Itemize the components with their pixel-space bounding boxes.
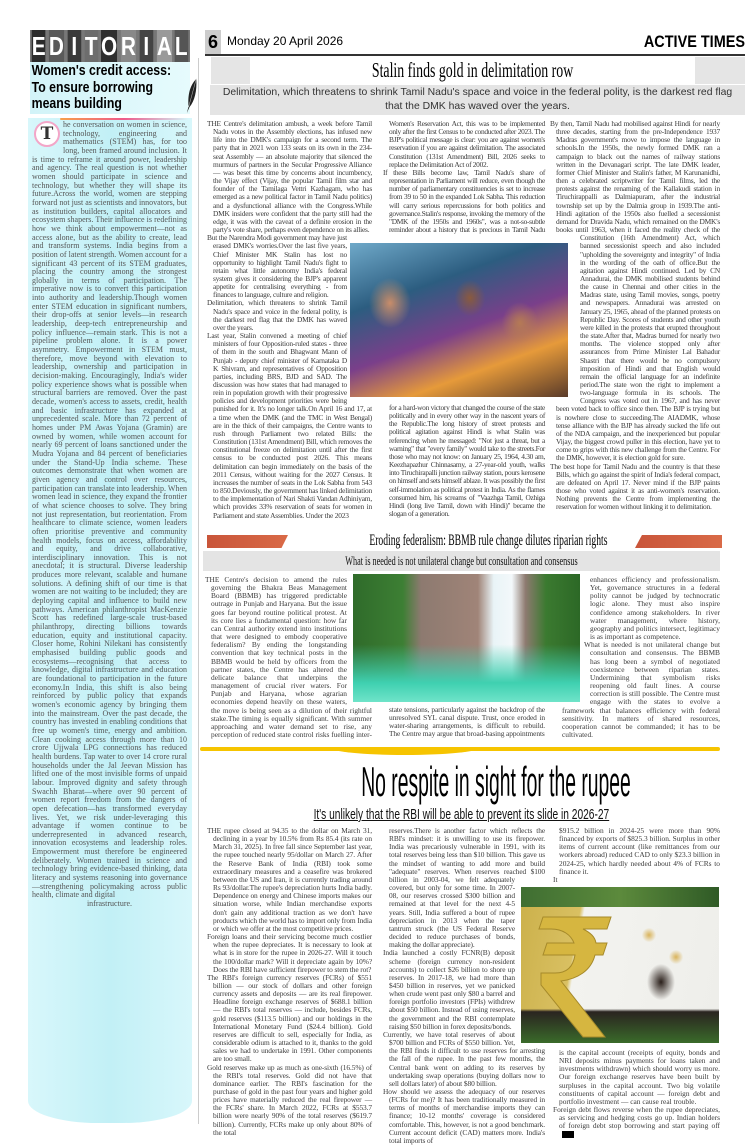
logo-letter: D [49,31,65,61]
editorial-logo [30,30,190,62]
rupee-symbol-icon [521,887,719,1043]
stalin-column-1 [207,120,372,520]
rupee-column-1 [207,827,372,1137]
stalin-column-3 [550,120,720,512]
logo-letter: R [121,31,137,61]
masthead: ACTIVE TIMES [643,32,745,51]
bbmb-headline [290,532,635,550]
paragraph: $915.2 billion in 2024-25 were more than 90% financed by exports of $825.3 billion. Surplus in other items of current account (like remittances from our workers abroad) reduced CAD to only $23.3 billion in 2024-25, which hardly needed about 4% of FCRs to finance it. [559,826,720,876]
rupee-subhead [203,805,720,825]
bhakra-dam-photo [353,574,580,702]
paragraph: Gold reserves make up as much as one-sixth (16.5%) of the RBI's total reserves. Gold did not have that dominance earlier. The RBI's fascination for the purchase of gold in the past four years and higher gold prices have materially reduced the real firepower — the FCRs' share. In March 2022, FCRs at $553.7 billion were nearly 90% of the total reserves ($619.7 billion). Currently, FCRs make up only about 80% of the total [207,1062,372,1137]
paragraph: THE Centre's decision to amend the rules governing the Bhakra Beas Management Board (BBMB) has triggered predictable outrage in Punjab and Haryana. But the issue goes far beyond routine political protest. At its core lies a fundamental question: how far can Central authority extend into institutions that were designed to embody cooperative federalism? By ending the longstanding convention that key technical posts in the BBMB would be held by officers from the partner states, the Centre has altered the delicate balance that underpins the management of crucial river waters. For Punjab and Haryana, whose agrarian economies depend heavily on these waters, the move is being seen as a dilution of their rightful stake.The timing is equally significant. With summer approaching and water demand set to rise, any perception of reduced state control risks fuelling inter- [205,575,372,739]
stalin-headline [250,57,695,84]
headline-side-box [695,57,745,84]
editorial-body-text: he conversation on women in science, technology, engineering and mathematics (STEM) has, for too long, been framed around inclusion. It is time to reframe it around power, leadership and agency. The real question is not whether women should participate in science and technology, but whether they will shape its future.Across the world, women are stepping forward not just as scientists and innovators, but as institution builders, capital allocators and ecosystem shapers. Their influence is redefining how we think about empowerment—not as access alone, but as the ability to create, lead and transform systems. India begins from a position of latent strength. Women account for a significant 43 percent of its STEM graduates, placing the country among the strongest globally in terms of participation. The imperative now is to convert this participation into authority and leadership.Though women enter STEM education in significant numbers, their drop-offs at senior levels—in research leadership, deep-tech entrepreneurship and policy influence—remain stark. This is not a pipeline problem alone. It is a power asymmetry. Empowerment in STEM must, therefore, move beyond with elevation to leadership, ownership and participation in decision-making. Encouragingly, India's wider policy experience shows what is possible when structural barriers are removed. Over the past decade, women's access to assets, credit, health and basic infrastructure has expanded at unprecedented scale. More than 72 percent of homes under PM Awas Yojana (Gramin) are owned by women, while women account for nearly 69 percent of loans sanctioned under the Mudra Yojana and 84 percent of beneficiaries under the Stand-Up India scheme. These outcomes demonstrate that when women are given agency and control over resources, participation can translate into leadership. When women lead in science, they expand the frontier of what science chooses to solve. They bring not just representation, but reorientation. From healthcare to climate science, women leaders often prioritise preventive and community health models, focus on access, affordability and equity, and drive collaborative, interdisciplinary innovation. This is not anecdotal; it is structural. Diverse leadership produces more relevant, scalable and humane solutions. A defining shift of our time is that women are not waiting to be included; they are deploying capital and influence to build new pathways. American philanthropist MacKenzie Scott has redefined large-scale trust-based philanthropy, directing billions towards education, equity and institutional capacity. Closer home, Rohini Nilekani has consistently emphasised building public goods and ecosystems—recognising that access to knowledge, digital infrastructure and education are foundational to participation in the future economy.In India, this shift is also being reinforced by public policy that expands women's economic agency by bringing them into the mainstream. Over the past decade, the country has invested in enabling conditions that free up women's time, energy and ambition. Clean cooking access through more than 10 crore Ujjwala LPG connections has reduced health burdens. Tap water to over 14 crore rural households under the Jal Jeevan Mission has lifted one of the most invisible forms of unpaid labour. Improved dignity and safety through Swachh Bharat—where over 90 percent of women report freedom from the dangers of open defecation—has transformed everyday lives. Yet, we risk under-leveraging this advantage if women continue to be underrepresented in advanced research, innovation ecosystems and leadership roles. Empowerment must therefore be engineered deliberately. Women trained in science and technology bring evidence-based thinking, data literacy and systems reasoning into governance—strengthening policymaking across public health, climate and digital [32,120,187,900]
bbmb-deck [203,552,720,570]
paragraph: Foreign loans and their servicing become much costlier when the rupee depreciates. It is necessary to look at what is in store for the rupee in 2026-27. Will it touch the 100/dollar mark? Will it depreciate again by 10%? Does the RBI have sufficient firepower to stem the rot? [207,932,372,974]
logo-letter: I [140,30,153,62]
editorial-headline: Women's credit access: To ensure borrowing means building [31,62,172,112]
paragraph: How should we assess the adequacy of our reserves (FCRs for me)? It has been traditionally measured in terms of months of merchandise imports they can finance; 10-12 months' coverage is considered comfortable. This, however, is not a good benchmark. Current account deficit (CAD) matters more. India's total imports of [383,1087,545,1145]
header-rule [205,54,745,56]
paragraph: THE rupee closed at 94.35 to the dollar on March 31, declining in a year by 10.5% from Rs 85.4 (its rate on March 31, 2025). In free fall since September last year, the rupee touched nearly 95/dollar on March 27. After the Reserve Bank of India (RBI) took some extraordinary measures and a ceasefire was brokered between the US and Iran, it is currently trading around Rs 93/dollar.The rupee's depreciation hurts India badly. Dependence on energy and Chinese imports makes our situation worse, while Indian merchandise exports don't gain any additional traction as we don't have products which the world has to import only from India or which we offer at the most competitive prices. [207,826,373,933]
stalin-deck: Delimitation, which threatens to shrink Tamil Nadu's space and voice in the federal polity, is the darkest red flag that the DMK has waved over the years. [222,87,733,112]
paragraph: Women's Reservation Act, this was to be implemented only after the first Census to be conducted after 2023. The BJP's political message is clear: you are against women's reservation if you are against delimitation. The associated Constitution (131st Amendment) Bill, 2026 seeks to replace the Delimitation Act of 2002. [389,119,545,169]
logo-letter: A [156,31,172,61]
section-swoosh-accent [330,747,480,755]
paragraph: THE Centre's delimitation ambush, a week before Tamil Nadu votes in the Assembly elections, has infused new life into the DMK's campaign for a second term. The party that in 2021 won 133 seats on its own in the 234-seat Assembly — an absolute majority that silenced the murmurs of partners in the Secular Progressive Alliance — was beset this time by concerns about incumbency, the Vijay effect (Vijay, the popular Tamil film star and founder of the Tamilaga Vettri Kazhagam, who has emerged as a new political factor in Tamil Nadu politics) and a dysfunctional alliance with the Congress.While DMK insiders were confident that the party still had the edge, it was with the caveat of a definite erosion in the party's vote share, perhaps even dependence on its allies. [207,119,372,235]
section-rule-right [635,535,722,548]
paragraph: By then, Tamil Nadu had mobilised against Hindi for nearly three decades, starting from the pre-Independence 1937 Madras government's move to impose the language in schools.In the 1950s, the newly formed DMK ran a campaign to black out the names of railway stations written in the Devanagari script. The late DMK leader, former Chief Minister and Stalin's father, M Karunanidhi, then a celebrated scriptwriter for Tamil films, led the protests against the renaming of the Kallakudi station in Tiruchirappalli as Dalmiapuram, after the industrial township set up by the Dalmia group in 1939.The anti-Hindi agitation of the 1950s also fuelled a secessionist demand for Dravida Nadu, which remained on the DMK's books until 1963, when it faced the reality check of the Constitution (16th Amendment) Act, which banned secessionist speech and also included "upholding the sovereignty and integrity" of India in the wording of the oath of office.But the agitation against Hindi continued. Led by CN Annadurai, the DMK mobilised students behind the cause in Chennai and other cities in the Madras state, using Tamil movies, songs, poetry and newspapers. Annadurai was arrested on January 25, 1965, ahead of the planned protests on Republic Day. Scores of students and other youth were killed in the protests that erupted throughout the state.After that, Madras burned for nearly two months. The violence stopped only after assurances from Prime Minister Lal Bahadur Shastri that there would be no compulsory imposition of Hindi and that English would remain the official language for an indefinite period.The state won the right to implement a two-language formula in its schools. The Congress was voted out in 1967, and has never been voted back to office since then. The BJP is trying but is nowhere close to succeeding.The AIADMK, whose tense alliance with the BJP has already sucked the life out of the NDA campaign, and the inexperienced but popular Vijay, the biggest crowd puller in this election, have yet to come to grips with this new challenge from the Centre. For the DMK, however, it is election gold for sure. [550,119,720,463]
paragraph: What is needed is not unilateral change but consultation and consensus. The BBMB has long been a symbol of negotiated coexistence between riparian states. Undermining that symbolism risks reopening old fault lines. A course correction is still possible. The Centre must engage with the states to evolve a framework that balances efficiency with federal sensitivity. In matters of shared resources, cooperation cannot be commanded; it has to be cultivated. [562,640,720,739]
headline-text: No respite in sight for the rupee [361,758,631,805]
page-number: 6 [205,30,221,54]
deck-text: What is needed is not unilateral change but consultation and consensus [345,553,578,568]
paragraph: Last year, Stalin convened a meeting of chief ministers of four Opposition-ruled states - three of them in the south and Bhagwant Mann of Punjab - deputy chief minister of Karnataka D K Shivram, and representatives of Opposition parties, including BRS, BJD and SAD. The discussion was how states that had managed to rein in population growth with their progressive policies and development priorities were being punished for it. It's no longer talk.On April 16 and 17, at a time when the DMK (and the TMC in West Bengal) are in the thick of their campaigns, the Centre wants to rush through Parliament two related Bills: the Constitution (131st Amendment) Bill, which removes the constitutional freeze on delimitation until after the first census to be conducted post 2026. This means delimitation can begin immediately on the basis of the 2011 Census, without waiting for the 2027 Census. It increases the number of seats in the Lok Sabha from 543 to 850.Deviously, the government has linked delimitation to the implementation of Nari Shakti Vandan Adhiniyam, which provides 33% reservation of seats for women in Parliament and state Assemblies. Under the 2023 [207,331,372,520]
rupee-headline [203,759,720,805]
subhead-text: It's unlikely that the RBI will be able to prevent its slide in 2026-27 [313,806,610,823]
paragraph: state tensions, particularly against the backdrop of the unresolved SYL canal dispute. Trust, once eroded in water-sharing arrangements, is difficult to rebuild. The Centre may argue that broad-basing appointments [389,705,545,739]
drop-cap: T [34,121,60,147]
paragraph [553,1106,720,1139]
stalin-campaign-photo [350,243,568,397]
paragraph: reserves.There is another factor which reflects the RBI's mindset: it is unwilling to use its firepower. India was precariously vulnerable in 1991, with its total reserves being less than $10 billion. This gave us the mindset of wanting to add more and build "adequate" reserves. When reserves reached $100 billion in 2003-04, we felt adequately covered, but only for some time. In 2007-08, our reserves crossed $300 billion and remained at that level for the next 4-5 years. Still, India suffered a bout of rupee depreciation in 2013 when the taper tantrum struck (the US Federal Reserve decided to reduce purchases of bonds, making the dollar appreciate). [389,826,545,950]
headline-side-box [211,57,250,84]
section-rule-left [207,535,288,548]
bbmb-column-1 [205,576,372,739]
logo-letter: O [101,31,118,61]
headline-text: Eroding federalism: BBMB rule change dilutes riparian rights [369,532,608,549]
end-of-article-square-icon [562,1131,574,1138]
logo-letter: E [31,31,46,61]
editorial-article [32,121,187,909]
issue-date: Monday 20 April 2026 [227,34,344,48]
paragraph: The best hope for Tamil Nadu and the country is that these Bills, which go against the spirit of India's federal compact, are defeated on April 17. Never mind if the BJP paints those who voted against it as anti-women's reservation. Nothing prevents the Centre from implementing the reservation for women without linking it to delimitation. [550,461,720,512]
paragraph: enhances efficiency and professionalism. Yet, governance structures in a federal polity cannot be judged by technocratic logic alone. They must also inspire confidence among stakeholders. In river water management, where history, geography and politics intersect, legitimacy is as important as competence. [590,575,720,642]
editorial-body-end: infrastructure. [86,899,133,909]
logo-letter: I [68,30,81,62]
paragraph: But the Narendra Modi government may have just erased DMK's worries.Over the last five years, Chief Minister MK Stalin has lost no opportunity to highlight Tamil Nadu's fight to retain what little autonomy India's federal system gives it considering the BJP's apparent appetite for centralising everything - from finances to language, culture and religion. [207,233,347,300]
feather-quill-icon [186,78,198,114]
bbmb-column-3 [556,576,720,739]
headline-text: Stalin finds gold in delimitation row [371,58,574,82]
paragraph: Currently, we have total reserves of about $700 billion and FCRs of $550 billion. Yet, the RBI finds it difficult to use reserves for arresting the fall of the rupee. In the past few months, the Central bank went on adding to its reserves by undertaking swap operations (buying dollars now to sell dollars later) of about $80 billion. [383,1029,545,1088]
paragraph: It is the capital account (receipts of equity, bonds and NRI deposits minus payments for loans taken and investments withdrawn) which should worry us more. Our foreign exchange reserves have been built by surpluses in the capital account. Two big volatile constituents of capital account — foreign debt and portfolio investment — can cause real trouble. [553,874,720,1106]
rupee-symbol-sculpture-photo [521,887,719,1043]
editorial-headline-box [30,62,190,114]
paragraph: Delimitation, which threatens to shrink Tamil Nadu's space and voice in the federal polity, is the darkest red flag that the DMK has waved over the years. [207,298,347,332]
paragraph: India launched a costly FCNR(B) deposit scheme (foreign currency non-resident accounts) to collect $26 billion to shore up reserves. In 2017-18, we had more than $450 billion in reserves, yet we panicked when crude went past only $80 a barrel and foreign portfolio investors (FPIs) withdrew about $50 billion. Instead of using reserves, the government and the RBI contemplate raising $50 billion in forex deposits/bonds. [383,948,515,1031]
logo-letter: L [175,31,189,61]
paragraph: The RBI's foreign currency reserves (FCRs) of $551 billion — our stock of dollars and other foreign currency assets and deposits — are its real firepower. Headline foreign exchange reserves of $688.1 billion — the RBI's total reserves — include, besides FCRs, gold reserves ($113.5 billion) and our holdings in the International Monetary Fund ($24.4 billion). Gold reserves are difficult to sell, especially for India, as considerable odium is attached to it, thanks to the gold sales we had to undertake in 1991. Other components are too small. [207,972,372,1064]
column-divider [198,58,199,1124]
paragraph-text: Foreign debt flows reverse when the rupee depreciates, as servicing and hedging costs go up. Indian holders of foreign debt stop borrowing and start paying off [553,1105,720,1131]
paragraph: If these Bills become law, Tamil Nadu's share of representation in Parliament will reduce, even though the number of parliamentary constituencies is set to increase from 39 to 50 in the expanded Lok Sabha. This reduction will carry serious repercussions for both politics and governance.Stalin's response, invoking the memory of the "DMK of the 1950s and 1960s", was a not-so-subtle reminder about a history that is precious in Tamil Nadu for a hard-won victory that changed the course of the state politically and in every other way in the nascent years of the Republic.The long history of street protests and political agitation against Hindi is what Stalin was referencing when he messaged: "Not just a threat, but a warning" that "every family" would take to the streets.For those who may not know: on January 25, 1964, 4.30 am, Keezhapazhur Chinnasamy, a 27-year-old youth, walks into Tiruchirapalli junction railway station, pours kerosene on himself and sets himself ablaze. It was possibly the first self-immolation as political protest in India. As the flames consumed him, his screams of "Vaazhga Tamil, Ozhiga Hindi (long live Tamil, down with Hindi)" became the slogan of a generation. [383,167,545,519]
logo-letter: T [84,31,98,61]
